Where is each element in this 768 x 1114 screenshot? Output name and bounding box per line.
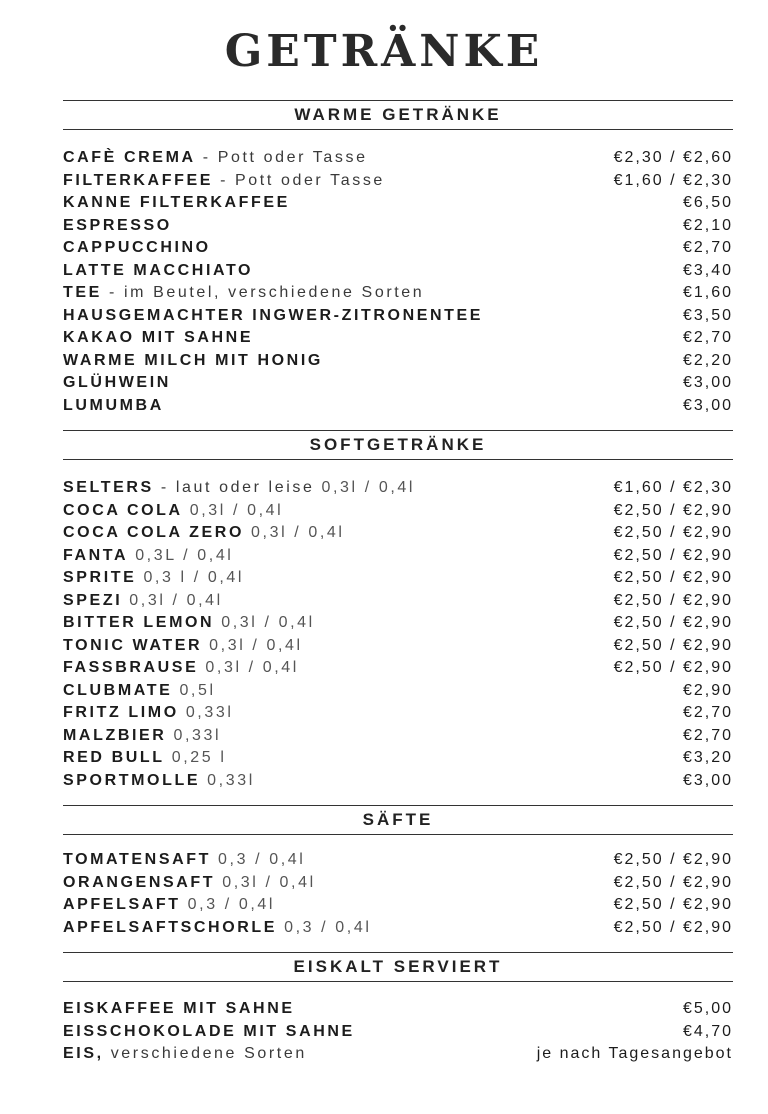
item-name: FASSBRAUSE [63,659,199,676]
menu-item-left [63,395,164,418]
menu-item-left [63,725,221,748]
menu-item [63,725,733,748]
item-price: €2,70 [682,726,733,744]
item-name: KAKAO MIT SAHNE [63,329,254,346]
item-price: €1,60 / €2,30 [613,171,733,189]
menu-item-left [63,350,323,373]
item-price: €3,00 [682,374,733,391]
section-heading-band [63,100,733,130]
item-note: verschiedene Sorten [110,1045,307,1062]
item-name: WARME MILCH MIT HONIG [63,351,323,369]
menu-item [63,917,733,940]
section-softgetraenke [63,430,733,792]
item-name: COCA COLA ZERO [63,524,244,541]
menu-item-left [63,657,299,680]
menu-item [63,657,733,680]
menu-item-left [63,998,295,1021]
menu-item [63,680,733,703]
item-volume: 0,5l [179,681,216,699]
item-volume: 0,3 / 0,4l [218,851,306,868]
menu-item [63,170,733,193]
menu-list [63,147,733,417]
item-price: €5,00 [682,1000,733,1017]
section-heading-band [63,952,733,982]
item-name: LUMUMBA [63,396,164,414]
page-title: GETRÄNKE [224,26,544,77]
item-volume: 0,3 / 0,4l [187,896,276,913]
item-volume: 0,3l / 0,4l [129,591,223,609]
menu-item-left [63,747,226,770]
item-volume: 0,3l / 0,4l [205,659,299,676]
item-name: RED BULL [63,749,165,766]
menu-item [63,147,733,170]
section-warme-getraenke [63,100,733,417]
item-name: SPRITE [63,569,137,586]
section-eiskalt-serviert [63,952,733,1066]
menu-item-left [63,702,234,725]
item-volume: 0,3 / 0,4l [284,918,372,936]
menu-item [63,998,733,1021]
item-price: €2,10 [682,216,733,234]
item-name: TEE [63,284,102,301]
menu-item [63,350,733,373]
item-name: ORANGENSAFT [63,873,216,891]
item-price: €2,50 / €2,90 [613,659,733,676]
menu-item [63,849,733,872]
item-name: ESPRESSO [63,216,172,234]
section-heading: EISKALT SERVIERT [293,957,503,976]
item-price: €6,50 [682,194,733,211]
section-heading-band [63,805,733,835]
item-name: EISKAFFEE MIT SAHNE [63,1000,295,1017]
menu-item-left [63,192,290,215]
item-volume: 0,3L / 0,4l [135,546,234,564]
item-price: €3,50 [682,306,733,324]
item-name: KANNE FILTERKAFFEE [63,194,290,211]
menu-item-left [63,567,244,590]
item-name: SELTERS [63,479,154,496]
item-volume: 0,33l [173,726,222,744]
item-price: €2,50 / €2,90 [613,569,733,586]
menu-item [63,872,733,895]
item-volume: 0,3l / 0,4l [321,479,416,496]
item-volume: 0,3l / 0,4l [189,501,284,519]
menu-item-left [63,260,253,283]
item-price: €3,00 [682,771,733,789]
menu-item [63,635,733,658]
item-price: €1,60 [682,284,733,301]
section-heading: SÄFTE [362,810,434,829]
item-volume: 0,25 l [171,749,227,766]
item-name: CAFÈ CREMA [63,149,196,166]
item-price: €2,50 / €2,90 [613,873,733,891]
item-price: je nach Tagesangebot [536,1045,733,1062]
menu-item-left [63,327,253,350]
section-saefte [63,805,733,939]
menu-item [63,702,733,725]
item-volume: 0,3l / 0,4l [222,873,316,891]
menu-item-left [63,237,211,260]
menu-item [63,612,733,635]
item-name: SPORTMOLLE [63,771,201,789]
menu-item-left [63,612,315,635]
section-heading-band [63,430,733,460]
menu-item-left [63,590,223,613]
menu-item [63,747,733,770]
menu-item [63,260,733,283]
menu-item [63,282,733,305]
menu-item-left [63,500,283,523]
item-price: €2,50 / €2,90 [613,501,733,519]
item-name: LATTE MACCHIATO [63,261,254,279]
item-name: HAUSGEMACHTER INGWER-ZITRONENTEE [63,306,484,324]
item-volume: 0,33l [185,704,234,721]
menu-item-left [63,170,385,193]
item-name: TONIC WATER [63,636,203,654]
menu-item [63,567,733,590]
item-price: €2,50 / €2,90 [613,636,733,654]
item-note: - laut oder leise [160,479,315,496]
item-price: €2,50 / €2,90 [613,918,733,936]
menu-item [63,1021,733,1044]
menu-item-left [63,894,275,917]
menu-item-left [63,917,371,940]
menu-item [63,395,733,418]
section-heading: SOFTGETRÄNKE [309,435,487,454]
menu-item [63,545,733,568]
item-price: €3,00 [682,396,733,414]
menu-item [63,522,733,545]
menu-item [63,1043,733,1066]
item-price: €2,70 [682,329,733,346]
item-name: FANTA [63,546,129,564]
item-price: €2,50 / €2,90 [613,524,733,541]
item-volume: 0,3l / 0,4l [209,636,303,654]
item-volume: 0,33l [207,771,255,789]
menu-list [63,849,733,939]
menu-item-left [63,372,171,395]
item-price: €2,70 [682,239,733,256]
menu-item-left [63,215,172,238]
item-name: APFELSAFT [63,896,181,913]
item-note: - Pott oder Tasse [220,171,385,189]
menu-item-left [63,522,345,545]
menu-item [63,215,733,238]
item-price: €2,50 / €2,90 [613,896,733,913]
menu-item-left [63,477,415,500]
item-price: €4,70 [682,1022,733,1040]
item-price: €2,90 [682,681,733,699]
item-price: €3,40 [682,261,733,279]
item-name: GLÜHWEIN [63,374,171,391]
item-price: €2,50 / €2,90 [613,614,733,631]
item-note: - im Beutel, verschiedene Sorten [108,284,425,301]
menu-item [63,327,733,350]
item-name: MALZBIER [63,726,167,744]
item-price: €2,70 [682,704,733,721]
item-volume: 0,3l / 0,4l [251,524,345,541]
item-name: FRITZ LIMO [63,704,179,721]
item-price: €3,20 [682,749,733,766]
menu-item-left [63,545,233,568]
item-name: FILTERKAFFEE [63,171,214,189]
section-heading: WARME GETRÄNKE [294,105,502,124]
item-price: €2,50 / €2,90 [613,851,733,868]
menu-item [63,372,733,395]
menu-item-left [63,849,305,872]
menu-item-left [63,1043,307,1066]
item-name: EIS, [63,1045,104,1062]
item-name: CLUBMATE [63,681,173,699]
menu-item [63,477,733,500]
item-volume: 0,3 l / 0,4l [143,569,245,586]
item-name: SPEZI [63,591,123,609]
menu-item [63,770,733,793]
menu-item-left [63,305,483,328]
menu-item-left [63,872,316,895]
menu-item-left [63,282,424,305]
menu-item [63,590,733,613]
menu-item-left [63,147,368,170]
item-name: EISSCHOKOLADE MIT SAHNE [63,1022,355,1040]
item-note: - Pott oder Tasse [202,149,368,166]
item-volume: 0,3l / 0,4l [221,614,315,631]
menu-item-left [63,1021,355,1044]
menu-item-left [63,635,303,658]
menu-item [63,305,733,328]
menu-list [63,998,733,1066]
item-name: APFELSAFTSCHORLE [63,918,278,936]
item-price: €2,30 / €2,60 [613,149,733,166]
menu-item-left [63,770,255,793]
menu-item-left [63,680,216,703]
item-price: €2,20 [682,351,733,369]
menu-item [63,192,733,215]
item-name: CAPPUCCHINO [63,239,211,256]
menu-list [63,477,733,792]
item-name: COCA COLA [63,501,183,519]
menu-item [63,237,733,260]
item-price: €2,50 / €2,90 [613,591,733,609]
menu-item [63,500,733,523]
item-price: €2,50 / €2,90 [613,546,733,564]
item-name: BITTER LEMON [63,614,215,631]
menu-item [63,894,733,917]
item-price: €1,60 / €2,30 [613,479,733,496]
item-name: TOMATENSAFT [63,851,211,868]
